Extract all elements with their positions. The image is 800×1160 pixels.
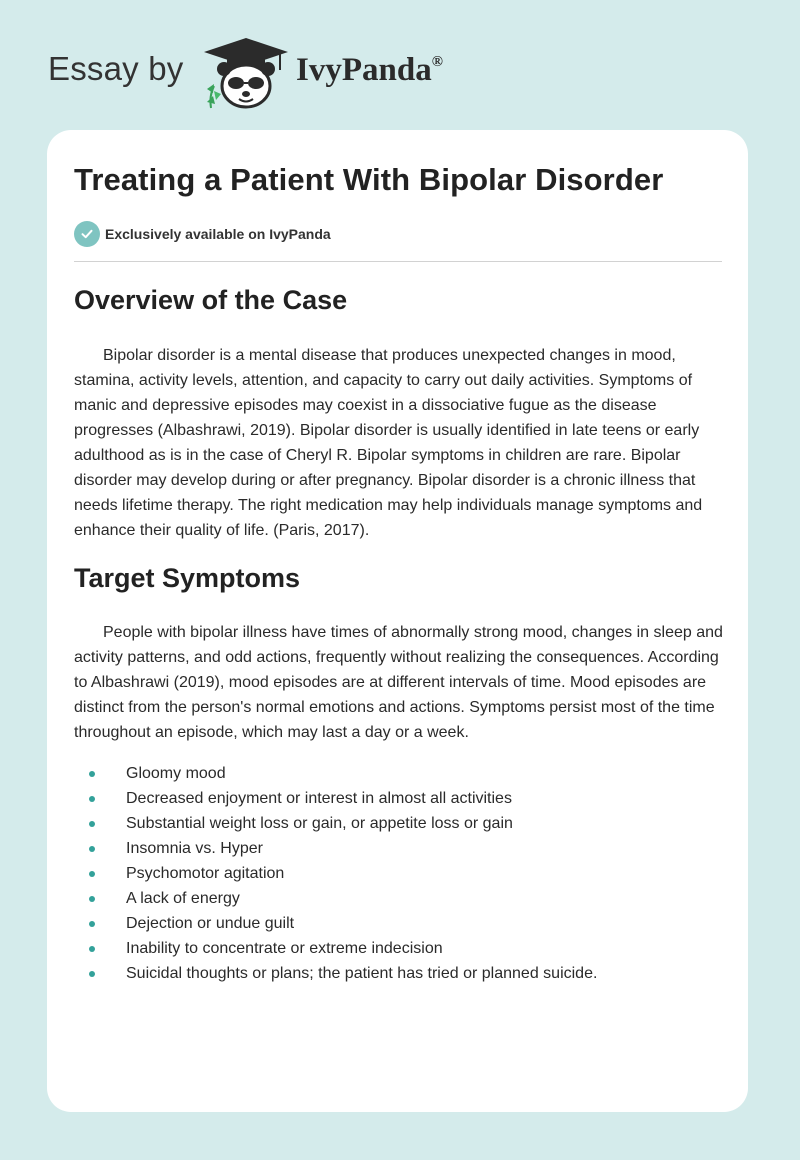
exclusive-badge: [74, 220, 331, 248]
symptoms-list: [74, 761, 597, 986]
bullet-icon: [89, 771, 95, 777]
list-item: Dejection or undue guilt: [74, 911, 597, 936]
bullet-icon: [89, 921, 95, 927]
list-item: Gloomy mood: [74, 761, 597, 786]
list-item: A lack of energy: [74, 886, 597, 911]
list-item: Inability to concentrate or extreme indecision: [74, 936, 597, 961]
bullet-icon: [89, 946, 95, 952]
brand-name[interactable]: IvyPanda®: [296, 52, 443, 88]
brand-prefix: Essay by: [48, 50, 184, 87]
list-item: Decreased enjoyment or interest in almost all activities: [74, 786, 597, 811]
bullet-icon: [89, 796, 95, 802]
essay-title: Treating a Patient With Bipolar Disorder: [74, 162, 664, 197]
bullet-icon: [89, 846, 95, 852]
bullet-icon: [89, 971, 95, 977]
section-heading-overview: Overview of the Case: [74, 285, 348, 315]
overview-paragraph: Bipolar disorder is a mental disease that produces unexpected changes in mood, stamina, activity levels, attention, and capacity to carry out daily activities. Symptoms of manic and depressive episodes may coexist in a dissociative fugue as the disease progresses (Albashrawi, 2019). Bipolar disorder is usually identified in late teens or early adulthood as is in the case of Cheryl R. Bipolar symptoms in children are rare. Bipolar disorder may develop during or after pregnancy. Bipolar disorder is a chronic illness that needs lifetime therapy. The right medication may help individuals manage symptoms and enhance their quality of life. (Paris, 2017).: [74, 347, 703, 539]
badge-text: Exclusively available on IvyPanda: [105, 226, 331, 242]
bullet-icon: [89, 821, 95, 827]
bullet-icon: [89, 896, 95, 902]
list-item: Insomnia vs. Hyper: [74, 836, 597, 861]
panda-graduate-logo-icon[interactable]: [200, 36, 292, 110]
site-header: [0, 0, 800, 130]
bullet-icon: [89, 871, 95, 877]
list-item: Substantial weight loss or gain, or appetite loss or gain: [74, 811, 597, 836]
target-symptoms-paragraph: People with bipolar illness have times of abnormally strong mood, changes in sleep and activity patterns, and odd actions, frequently without realizing the consequences. According to Albashrawi (2019), mood episodes are at different intervals of time. Mood episodes are distinct from the person's normal emotions and actions. Symptoms persist most of the time throughout an episode, which may last a day or a week.: [74, 624, 723, 741]
check-circle-icon: [74, 221, 100, 247]
section-heading-target-symptoms: Target Symptoms: [74, 563, 301, 593]
list-item: Suicidal thoughts or plans; the patient has tried or planned suicide.: [74, 961, 597, 986]
list-item: Psychomotor agitation: [74, 861, 597, 886]
title-divider: [74, 261, 722, 262]
essay-card: [47, 130, 748, 1112]
